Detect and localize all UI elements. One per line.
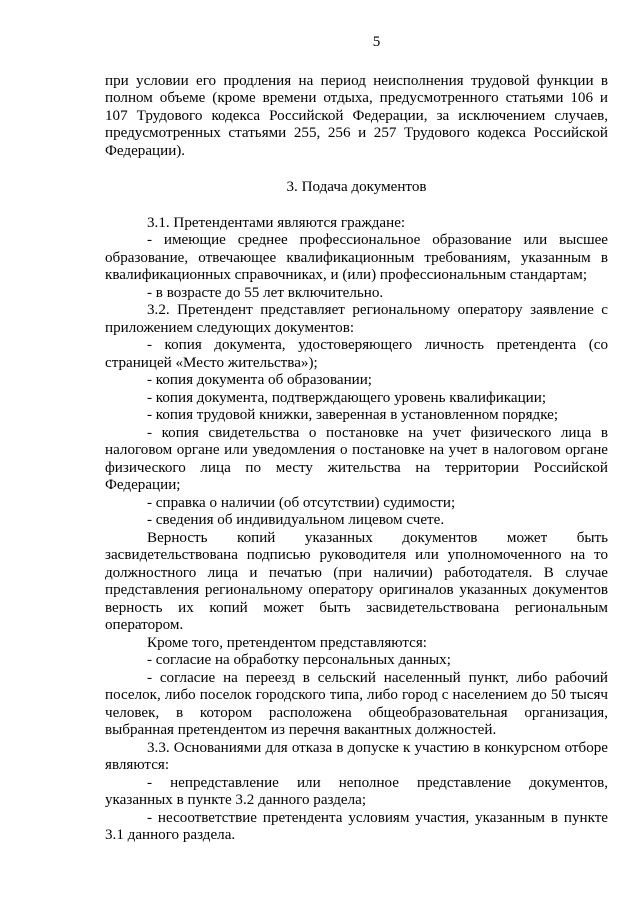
list-item: - копия трудовой книжки, заверенная в установленном порядке; — [147, 407, 559, 423]
paragraph-continuation: при условии его продления на период неисполнения трудовой функции в полном объеме (кроме времени отдыха, предусмотренного статьями 106 и 107 Трудового кодекса Российской Федерации, за исключением случаев, предусмотренных статьями 255, 256 и 257 Трудового кодекса Российской Федерации). — [105, 72, 608, 159]
list-item: - копия документа об образовании; — [147, 372, 373, 388]
list-item: - копия свидетельства о постановке на учет физического лица в налоговом органе или уведомления о постановке на учет в налоговом органе физического лица по месту жительства на территории Российской Федерации; — [105, 424, 608, 493]
list-item: - сведения об индивидуальном лицевом счете. — [147, 512, 445, 528]
list-item: - согласие на переезд в сельский населенный пункт, либо рабочий поселок, либо поселок городского типа, либо город с населением до 50 тысяч человек, в котором расположена общеобразовательная организация, выбранная претендентом из перечня вакантных должностей. — [105, 669, 608, 738]
section-heading: 3. Подача документов — [286, 179, 427, 195]
list-item: - имеющие среднее профессиональное образование или высшее образование, отвечающее квалификационным требованиям, указанным в квалификационных справочниках, и (или) профессиональным стандартам; — [105, 232, 608, 283]
list-item: - копия документа, удостоверяющего личность претендента (со страницей «Место жительства»); — [105, 337, 608, 371]
paragraph: 3.3. Основаниями для отказа в допуске к участию в конкурсном отборе являются: — [105, 739, 608, 773]
list-item: - несоответствие претендента условиям участия, указанным в пункте 3.1 данного раздела. — [105, 809, 608, 843]
paragraph: 3.1. Претендентами являются граждане: — [147, 214, 406, 231]
section-body — [105, 215, 608, 845]
list-item: - непредставление или неполное представление документов, указанных в пункте 3.2 данного раздела; — [105, 774, 608, 808]
list-item: - в возрасте до 55 лет включительно. — [147, 284, 384, 301]
paragraph: Верность копий указанных документов может быть засвидетельствована подписью руководителя или уполномоченного на то должностного лица и печатью (при наличии) работодателя. В случае представления региональному оператору оригиналов указанных документов верность их копий может быть засвидетельствована региональным оператором. — [105, 529, 608, 633]
list-item: - копия документа, подтверждающего уровень квалификации; — [147, 389, 547, 406]
page-number: 5 — [372, 34, 381, 50]
list-item: - справка о наличии (об отсутствии) судимости; — [147, 494, 456, 511]
paragraph: 3.2. Претендент представляет региональному оператору заявление с приложением следующих документов: — [105, 302, 608, 336]
paragraph: Кроме того, претендентом представляются: — [147, 634, 427, 651]
list-item: - согласие на обработку персональных данных; — [147, 652, 451, 668]
